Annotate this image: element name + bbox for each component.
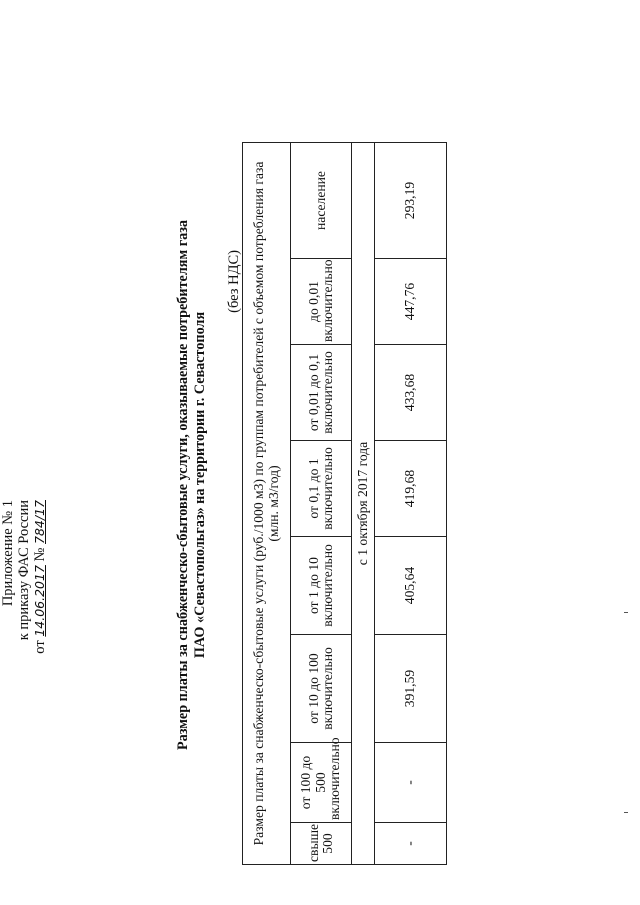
- column-header: от 100 до 500 включительно: [291, 743, 352, 823]
- annex-title: Приложение № 1: [0, 500, 16, 607]
- annex-order-ref: к приказу ФАС России: [16, 500, 32, 641]
- table-cell: 405,64: [375, 537, 447, 635]
- table-main-header: Размер платы за снабженческо-сбытовые услуги (руб./1000 м3) по группам потребителей с объемом потребления газа (млн. м3/год): [243, 143, 291, 865]
- table-cell: 419,68: [375, 441, 447, 537]
- scan-margin-mark: [624, 612, 628, 613]
- column-header: население: [291, 143, 352, 259]
- tariff-table: [242, 142, 447, 865]
- column-header: свыше 500: [291, 823, 352, 865]
- title-line-2: ПАО «Севастопольгаз» на территории г. Севастополя: [192, 311, 208, 659]
- title-line-1: Размер платы за снабженческо-сбытовые услуги, оказываемые потребителям газа: [175, 219, 191, 751]
- document-title: [175, 175, 209, 795]
- period-row: с 1 октября 2017 года: [352, 143, 375, 865]
- table-cell: 447,76: [375, 259, 447, 345]
- number-label: №: [32, 547, 48, 562]
- column-header: от 10 до 100 включительно: [291, 635, 352, 743]
- column-header: от 1 до 10 включительно: [291, 537, 352, 635]
- vat-note: (без НДС): [226, 250, 242, 313]
- annex-block: [0, 500, 48, 720]
- column-header: до 0,01 включительно: [291, 259, 352, 345]
- table-cell: 433,68: [375, 345, 447, 441]
- column-header: от 0,1 до 1 включительно: [291, 441, 352, 537]
- table-cell: 293,19: [375, 143, 447, 259]
- scan-margin-mark: [624, 812, 628, 813]
- table-cell: -: [375, 743, 447, 823]
- annex-date-line: [32, 500, 48, 720]
- date-prefix: от: [32, 640, 48, 654]
- table-cell: -: [375, 823, 447, 865]
- column-header: от 0,01 до 0,1 включительно: [291, 345, 352, 441]
- table-cell: 391,59: [375, 635, 447, 743]
- order-number: 784/17: [32, 500, 47, 544]
- order-date: 14.06.2017: [32, 565, 47, 637]
